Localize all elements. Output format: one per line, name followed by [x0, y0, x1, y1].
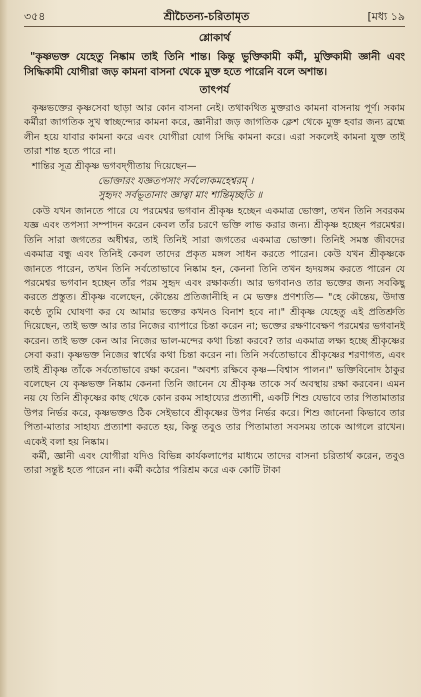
purport-paragraph-2: শান্তির সূত্র শ্রীকৃষ্ণ ভগবদ্‌গীতায় দিয়েছেন—	[32, 160, 197, 172]
purport-paragraph-3: কেউ যখন জানতে পারে যে পরমেশ্বর ভগবান শ্রীকৃষ্ণ হচ্ছেন একমাত্র ভোক্তা, তখন তিনি সবরকম যজ্ঞ এবং তপস্যা সম্পাদন করেন কেবল তাঁর চরণে ভক্তি লাভ করার জন্য। শ্রীকৃষ্ণ হচ্ছেন পরমেশ্বর। তিনি সারা জগতের অধীশ্বর, তাই তিনিই সারা জগতের একমাত্র ভোক্তা। তিনিই সমস্ত জীবদের একমাত্র বন্ধু এবং তিনিই কেবল তাদের প্রকৃত মঙ্গল সাধন করতে পারেন। কেউ যখন শ্রীকৃষ্ণকে জানতে পারেন, তখন তিনি সর্বতোভাবে নিষ্কাম হন, কেননা তিনি তখন হৃদয়ঙ্গম করতে পারেন যে পরমেশ্বর ভগবান হচ্ছেন তাঁর পরম সুহৃদ এবং রক্ষাকর্তা। আর ভগবানও তার ভক্তের জন্য সবকিছু করতে প্রস্তুত। শ্রীকৃষ্ণ বলেছেন, কৌন্তেয় প্রতিজানীহি ন মে ভক্তঃ প্রণশ্যতি— "হে কৌন্তেয়, উদাত্ত কণ্ঠে তুমি ঘোষণা কর যে আমার ভক্তের কখনও বিনাশ হবে না।" শ্রীকৃষ্ণ যেহেতু এই প্রতিশ্রুতি দিয়েছেন, তাই ভক্ত আর তার নিজের ব্যাপারে চিন্তা করেন না; ভক্তের রক্ষণাবেক্ষণ পরমেশ্বর ভগবানই করেন। তাই ভক্ত কেন আর নিজের ভাল-মন্দের কথা চিন্তা করবে? তার একমাত্র লক্ষ্য হচ্ছে শ্রীকৃষ্ণের সেবা করা। কৃষ্ণভক্ত নিজের স্বার্থের কথা চিন্তা করেন না। তিনি সর্বতোভাবে শ্রীকৃষ্ণের শরণাগত, এবং তাই শ্রীকৃষ্ণ তাঁকে সর্বতোভাবে রক্ষা করেন। "অবশ্য রক্ষিবে কৃষ্ণ—বিশ্বাস পালন।" ভক্তিবিনোদ ঠাকুর বলেছেন যে কৃষ্ণভক্ত নিষ্কাম কেননা তিনি জানেন যে শ্রীকৃষ্ণ তাকে সর্ব অবস্থায় রক্ষা করবেন। এমন নয় যে তিনি শ্রীকৃষ্ণের কাছ থেকে কোন রকম সাহায্যের প্রত্যাশী, একটি শিশু যেভাবে তার পিতামাতার উপর নির্ভর করে, কৃষ্ণভক্তও ঠিক সেইভাবে শ্রীকৃষ্ণের উপর নির্ভর করে। শিশু জানেনা কিভাবে তার পিতা-মাতার সাহায্য প্রত্যাশা করতে হয়, কিন্তু তবুও তার পিতামাতা সবসময় তাকে আগলে রাখেন। একেই বলা হয় নিষ্কাম।	[24, 206, 405, 448]
gita-verse	[24, 175, 405, 203]
verse-line-1: ভোক্তারং যজ্ঞতপসাং সর্বলোকমহেশ্বরম্ ।	[98, 176, 254, 188]
page-header	[24, 8, 405, 27]
translation-text: "কৃষ্ণভক্ত যেহেতু নিষ্কাম তাই তিনি শান্ত। কিন্তু ভুক্তিকামী কর্মী, মুক্তিকামী জ্ঞানী এবং সিদ্ধিকামী যোগীরা জড় কামনা বাসনা থেকে মুক্ত হতে পারেনি বলে অশান্ত।	[24, 51, 405, 78]
book-title: শ্রীচৈতন্য-চরিতামৃত	[163, 10, 250, 23]
verse-line-2: সুহৃদং সর্বভূতানাং জ্ঞাত্বা মাং শান্তিমৃচ্ছতি ॥	[98, 190, 263, 202]
translation-heading: শ্লোকার্থ	[198, 32, 231, 44]
page-gutter	[0, 0, 8, 697]
section-label: [মধ্য ১৯	[367, 10, 405, 23]
purport-paragraph-4: কর্মী, জ্ঞানী এবং যোগীরা যদিও বিভিন্ন কার্যকলাপের মাধ্যমে তাদের বাসনা চরিতার্থ করেন, তবুও তারা সন্তুষ্ট হতে পারেন না। কর্মী কঠোর পরিশ্রম করে এক কোটি টাকা	[24, 450, 405, 477]
purport-heading: তাৎপর্য	[199, 84, 230, 96]
purport-paragraph-1: কৃষ্ণভক্তের কৃষ্ণসেবা ছাড়া আর কোন বাসনা নেই। তথাকথিত মুক্তরাও কামনা বাসনায় পূর্ণ। সকাম কর্মীরা জাগতিক সুখ স্বাচ্ছন্দ্যের কামনা করে, জ্ঞানীরা জড় জাগতিক ক্লেশ থেকে মুক্ত হবার জন্য ব্রহ্মে লীন হয়ে যাবার কামনা করে এবং যোগীরা যোগ সিদ্ধি কামনা করে। এরা সকলেই কামনা যুক্ত তাই তারা শান্ত হতে পারে না।	[24, 103, 405, 158]
page-number: ৩৫৪	[24, 10, 46, 23]
